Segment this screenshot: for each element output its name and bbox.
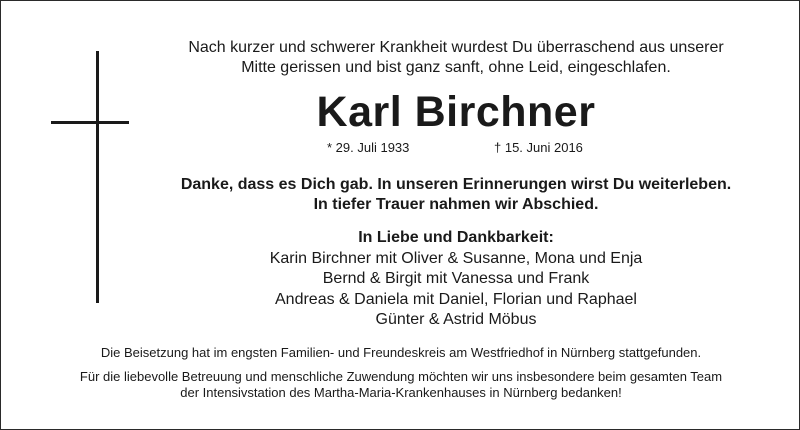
intro-text <box>151 38 761 78</box>
cross-icon <box>51 51 129 303</box>
intro-line-1: Nach kurzer und schwerer Krankheit wurdest Du überraschend aus unserer <box>188 39 724 56</box>
cross-horizontal-bar <box>51 121 129 124</box>
death-date: † 15. Juni 2016 <box>494 140 583 155</box>
gratitude-note <box>21 369 781 401</box>
gratitude-line-2: der Intensivstation des Martha-Maria-Krankenhauses in Nürnberg bedanken! <box>180 385 622 400</box>
mourner-line: Günter & Astrid Möbus <box>375 311 537 328</box>
mourner-line: Karin Birchner mit Oliver & Susanne, Mona und Enja <box>269 249 643 267</box>
thanks-line-2: In tiefer Trauer nahmen wir Abschied. <box>313 196 599 213</box>
mourners-heading: In Liebe und Dankbarkeit: <box>358 229 554 246</box>
thanks-line-1: Danke, dass es Dich gab. In unseren Erinnerungen wirst Du weiterleben. <box>180 176 732 193</box>
intro-line-2: Mitte gerissen und bist ganz sanft, ohne Leid, eingeschlafen. <box>241 59 671 76</box>
mourner-line: Andreas & Daniela mit Daniel, Florian und Raphael <box>275 290 637 308</box>
mourners-list <box>151 228 761 331</box>
thanks-text <box>151 175 761 215</box>
burial-text: Die Beisetzung hat im engsten Familien- und Freundeskreis am Westfriedhof in Nürnberg stattgefunden. <box>100 345 702 360</box>
burial-note <box>21 345 781 361</box>
deceased-name: Karl Birchner <box>316 88 596 136</box>
cross-vertical-bar <box>96 51 99 303</box>
birth-date: * 29. Juli 1933 <box>327 140 410 155</box>
mourner-line: Bernd & Birgit mit Vanessa und Frank <box>322 270 590 287</box>
gratitude-line-1: Für die liebevolle Betreuung und menschliche Zuwendung möchten wir uns insbesondere beim gesamten Team <box>79 369 723 384</box>
